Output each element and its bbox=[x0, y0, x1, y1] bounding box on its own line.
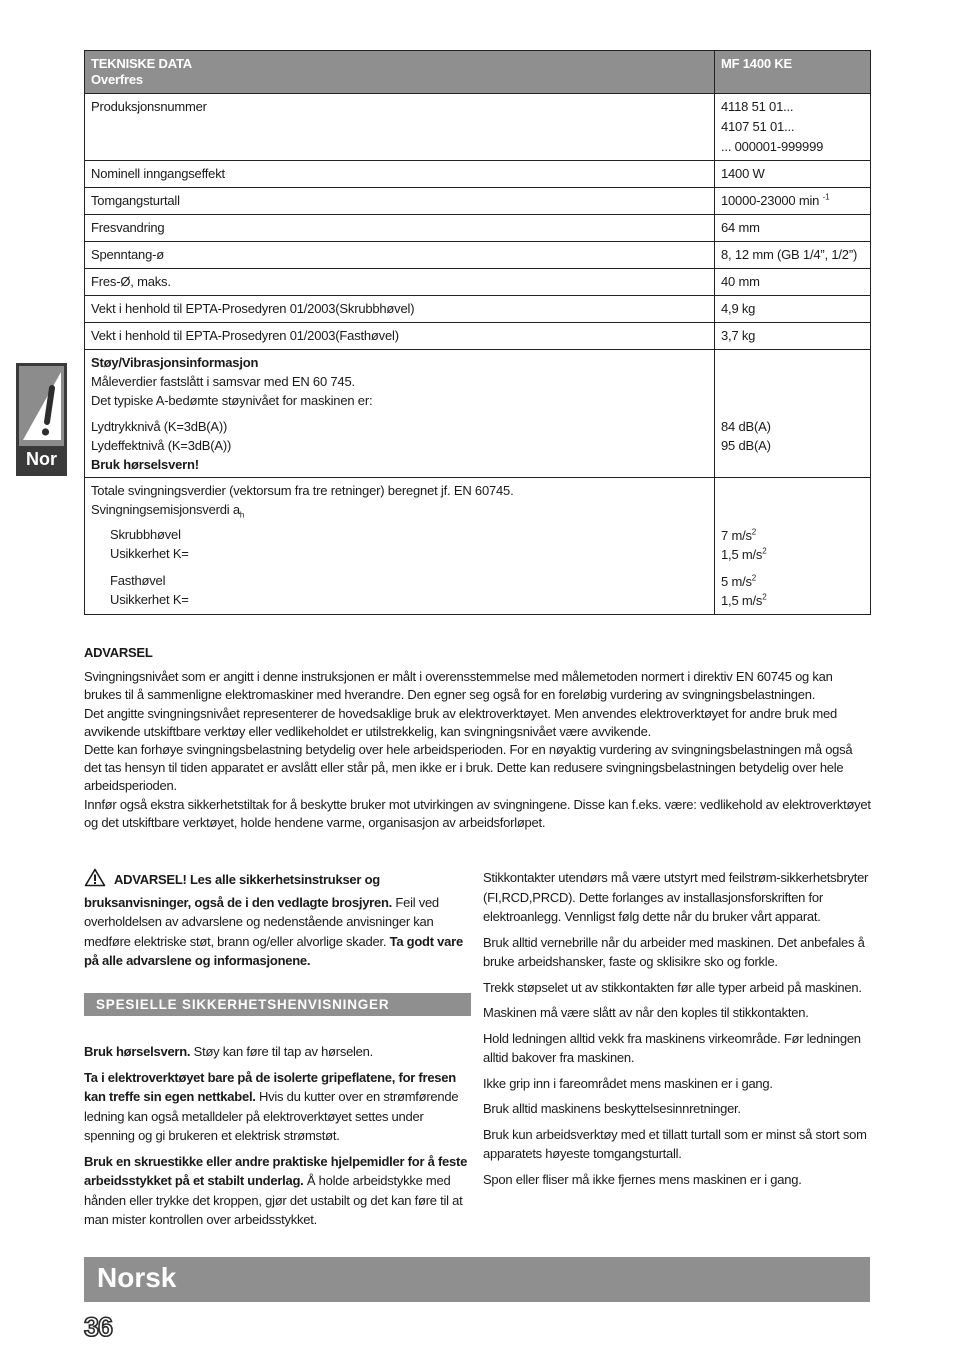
safety-paragraph: Bruk alltid maskinens beskyttelsesinnretninger. bbox=[483, 1101, 741, 1116]
table-header-row bbox=[85, 51, 871, 94]
row-value: 4,9 kg bbox=[715, 296, 871, 323]
vibration-values-cell bbox=[715, 478, 871, 615]
section-title-bar: SPESIELLE SIKKERHETSHENVISNINGER bbox=[84, 993, 471, 1017]
technical-data-table bbox=[84, 50, 871, 615]
row-label: Fres-Ø, maks. bbox=[85, 269, 715, 296]
value-line: 4107 51 01... bbox=[721, 119, 795, 134]
noise-line: Måleverdier fastslått i samsvar med EN 60 745. bbox=[91, 374, 355, 389]
warning-paragraph: Innfør også ekstra sikkerhetstiltak for å beskytte bruker mot utvirkingen av svingningene. Disse kan f.eks. være: vedlikehold av elektroverktøyet og det utskiftbare verktøyet, holde hendene varme, organisasjon av arbeidsforløpet. bbox=[84, 796, 871, 830]
table-header-title-cell bbox=[85, 51, 715, 94]
sound-pressure-label: Lydtrykknivå (K=3dB(A)) bbox=[91, 419, 228, 434]
row-label: Spenntang-ø bbox=[85, 242, 715, 269]
table-header-model: MF 1400 KE bbox=[715, 51, 871, 94]
safety-paragraph: Stikkontakter utendørs må være utstyrt med feilstrøm-sikkerhetsbryter (FI,RCD,PRCD). Dette forlanges av installasjonsforskriften for elektroanlegg. Vennligst følg dette når du bruker vårt apparat. bbox=[483, 870, 869, 924]
rough-planer-label: Skrubbhøvel bbox=[110, 527, 181, 542]
language-tab-label: Nor bbox=[26, 449, 57, 469]
row-value: 64 mm bbox=[715, 215, 871, 242]
rough-value: 7 $m/s^2$ bbox=[721, 527, 757, 543]
row-label: Nominell inngangseffekt bbox=[85, 161, 715, 188]
safety-paragraph: Bruk en skruestikke eller andre praktiske hjelpemidler for å feste arbeidsstykket på et stabilt underlag. Å holde arbeidstykke med hånden eller trykke det kroppen, gjør det ustabilt og det kan føre til at man mister kontrollen over arbeidsstykket. bbox=[84, 1153, 468, 1227]
vibration-emission-label: Svingningsemisjonsverdi a bbox=[91, 502, 240, 517]
warning-title: ADVARSEL bbox=[84, 645, 153, 660]
row-label: Fresvandring bbox=[85, 215, 715, 242]
safety-paragraph: Bruk alltid vernebrille når du arbeider med maskinen. Det anbefales å bruke arbeidshansker, faste og sklisikre sko og forkle. bbox=[483, 934, 865, 969]
row-value: 8, 12 mm (GB 1/4”, 1/2”) bbox=[715, 242, 871, 269]
row-value: 40 mm bbox=[715, 269, 871, 296]
warning-triangle-icon bbox=[84, 868, 106, 893]
page-number: 36 bbox=[84, 1312, 113, 1342]
general-warning-bold-end: Ta godt vare på alle advarslene og informasjonene. bbox=[84, 933, 463, 968]
table-subtitle: Overfres bbox=[91, 72, 143, 87]
left-column bbox=[84, 868, 471, 1236]
table-row bbox=[85, 188, 871, 215]
hearing-protection-warning: Bruk hørselsvern! bbox=[91, 457, 199, 472]
value-superscript: -1 bbox=[822, 192, 830, 202]
fine-planer-label: Fasthøvel bbox=[110, 573, 166, 588]
fine-uncertainty-label: Usikkerhet K= bbox=[110, 592, 189, 607]
safety-paragraph: Hold ledningen alltid vekk fra maskinens virkeområde. Før ledningen alltid bakover fra maskinen. bbox=[483, 1030, 861, 1065]
noise-title: Støy/Vibrasjonsinformasjon bbox=[91, 355, 259, 370]
warning-paragraph: Det angitte svingningsnivået representerer de hovedsaklige bruk av elektroverktøyet. Men anvendes elektroverktøyet for andre bruk med avvikende utskiftbare verktøy eller vedlikeholdet er utilstrekkelig, kan svingningsnivået være avvikende. bbox=[84, 705, 837, 739]
table-row bbox=[85, 94, 871, 161]
general-warning-paragraph bbox=[84, 868, 471, 971]
row-value: 1400 W bbox=[715, 161, 871, 188]
row-label: Vekt i henhold til EPTA-Prosedyren 01/2003(Fasthøvel) bbox=[85, 323, 715, 350]
noise-line: Det typiske A-bedømte støynivået for maskinen er: bbox=[91, 393, 373, 408]
footer-language-label: Norsk bbox=[97, 1262, 177, 1293]
vibration-subscript: h bbox=[239, 510, 245, 520]
right-column bbox=[483, 868, 870, 1195]
sound-power-value: 95 dB(A) bbox=[721, 438, 771, 453]
row-value: 3,7 kg bbox=[715, 323, 871, 350]
noise-info-row bbox=[85, 350, 871, 478]
row-value bbox=[715, 188, 871, 215]
table-row bbox=[85, 215, 871, 242]
warning-paragraph: Svingningsnivået som er angitt i denne instruksjonen er målt i overensstemmelse med målemetoden normert i direktiv EN 60745 og kan brukes til å sammenligne elektromaskiner med hverandre. Den egner seg også for en foreløbig vurdering av svingningsbelastningen. bbox=[84, 669, 833, 703]
vibration-line: Totale svingningsverdier (vektorsum fra tre retninger) beregnet jf. EN 60745. bbox=[91, 483, 514, 498]
safety-paragraph: Bruk kun arbeidsverktøy med et tillatt turtall som er minst så stort som apparatets høyeste tomgangsturtall. bbox=[483, 1126, 867, 1161]
safety-paragraph: Ta i elektroverktøyet bare på de isolerte gripeflatene, for fresen kan treffe sin egen nettkabel. Hvis du kutter over en strømførende ledning kan også metalldeler på elektroverktøyet settes under spenning og gi brukeren et elektrisk strømstøt. bbox=[84, 1069, 459, 1143]
sound-pressure-value: 84 dB(A) bbox=[721, 419, 771, 434]
row-label: Produksjonsnummer bbox=[85, 94, 715, 161]
table-row bbox=[85, 323, 871, 350]
warning-exclamation-icon bbox=[19, 366, 64, 446]
vibration-info-cell bbox=[85, 478, 715, 615]
general-warning-text: Feil ved overholdelsen av advarslene og nedenstående anvisninger kan medføre elektriske støt, brann og/eller alvorlige skader. bbox=[84, 894, 439, 949]
safety-paragraph: Spon eller fliser må ikke fjernes mens maskinen er i gang. bbox=[483, 1171, 802, 1187]
sound-power-label: Lydeffektnivå (K=3dB(A)) bbox=[91, 438, 232, 453]
noise-info-cell bbox=[85, 350, 715, 478]
row-label: Vekt i henhold til EPTA-Prosedyren 01/2003(Skrubbhøvel) bbox=[85, 296, 715, 323]
row-value bbox=[715, 94, 871, 161]
safety-paragraph: Maskinen må være slått av når den koples til stikkontakten. bbox=[483, 1005, 809, 1020]
fine-uncertainty-value: 1,5 $m/s^2$ bbox=[721, 592, 767, 608]
language-side-tab bbox=[16, 363, 67, 476]
general-warning-bold: ADVARSEL! Les alle sikkerhetsinstrukser og bruksanvisninger, også de i den vedlagte brosjyren. bbox=[84, 872, 393, 910]
safety-paragraph: Trekk støpselet ut av stikkontakten før alle typer arbeid på maskinen. bbox=[483, 979, 862, 995]
rough-uncertainty-value: 1,5 $m/s^2$ bbox=[721, 546, 767, 562]
safety-paragraph: Bruk hørselsvern. Støy kan føre til tap av hørselen. bbox=[84, 1044, 374, 1059]
table-row bbox=[85, 269, 871, 296]
table-row bbox=[85, 242, 871, 269]
value-line: 4118 51 01... bbox=[721, 99, 794, 114]
fine-value: 5 $m/s^2$ bbox=[721, 573, 757, 589]
language-footer-bar bbox=[84, 1257, 870, 1302]
value-line: ... 000001-999999 bbox=[721, 139, 824, 154]
rough-uncertainty-label: Usikkerhet K= bbox=[110, 546, 189, 561]
safety-paragraph: Ikke grip inn i fareområdet mens maskinen er i gang. bbox=[483, 1075, 773, 1091]
vibration-info-row bbox=[85, 478, 871, 615]
row-label: Tomgangsturtall bbox=[85, 188, 715, 215]
vibration-line bbox=[91, 501, 708, 519]
noise-values-cell bbox=[715, 350, 871, 478]
vibration-warning-section bbox=[84, 644, 871, 832]
table-row bbox=[85, 161, 871, 188]
table-title: TEKNISKE DATA bbox=[91, 56, 192, 71]
table-row bbox=[85, 296, 871, 323]
warning-paragraph: Dette kan forhøye svingningsbelastning betydelig over hele arbeidsperioden. For en nøyaktig vurdering av svingningsbelastningen må også det tas hensyn til tiden apparatet er avslått eller står på, men ikke er i bruk. Dette kan redusere svingningsbelastningen betydelig over hele arbeidsperioden. bbox=[84, 742, 853, 794]
value-text: 10000-23000 min bbox=[721, 193, 820, 208]
